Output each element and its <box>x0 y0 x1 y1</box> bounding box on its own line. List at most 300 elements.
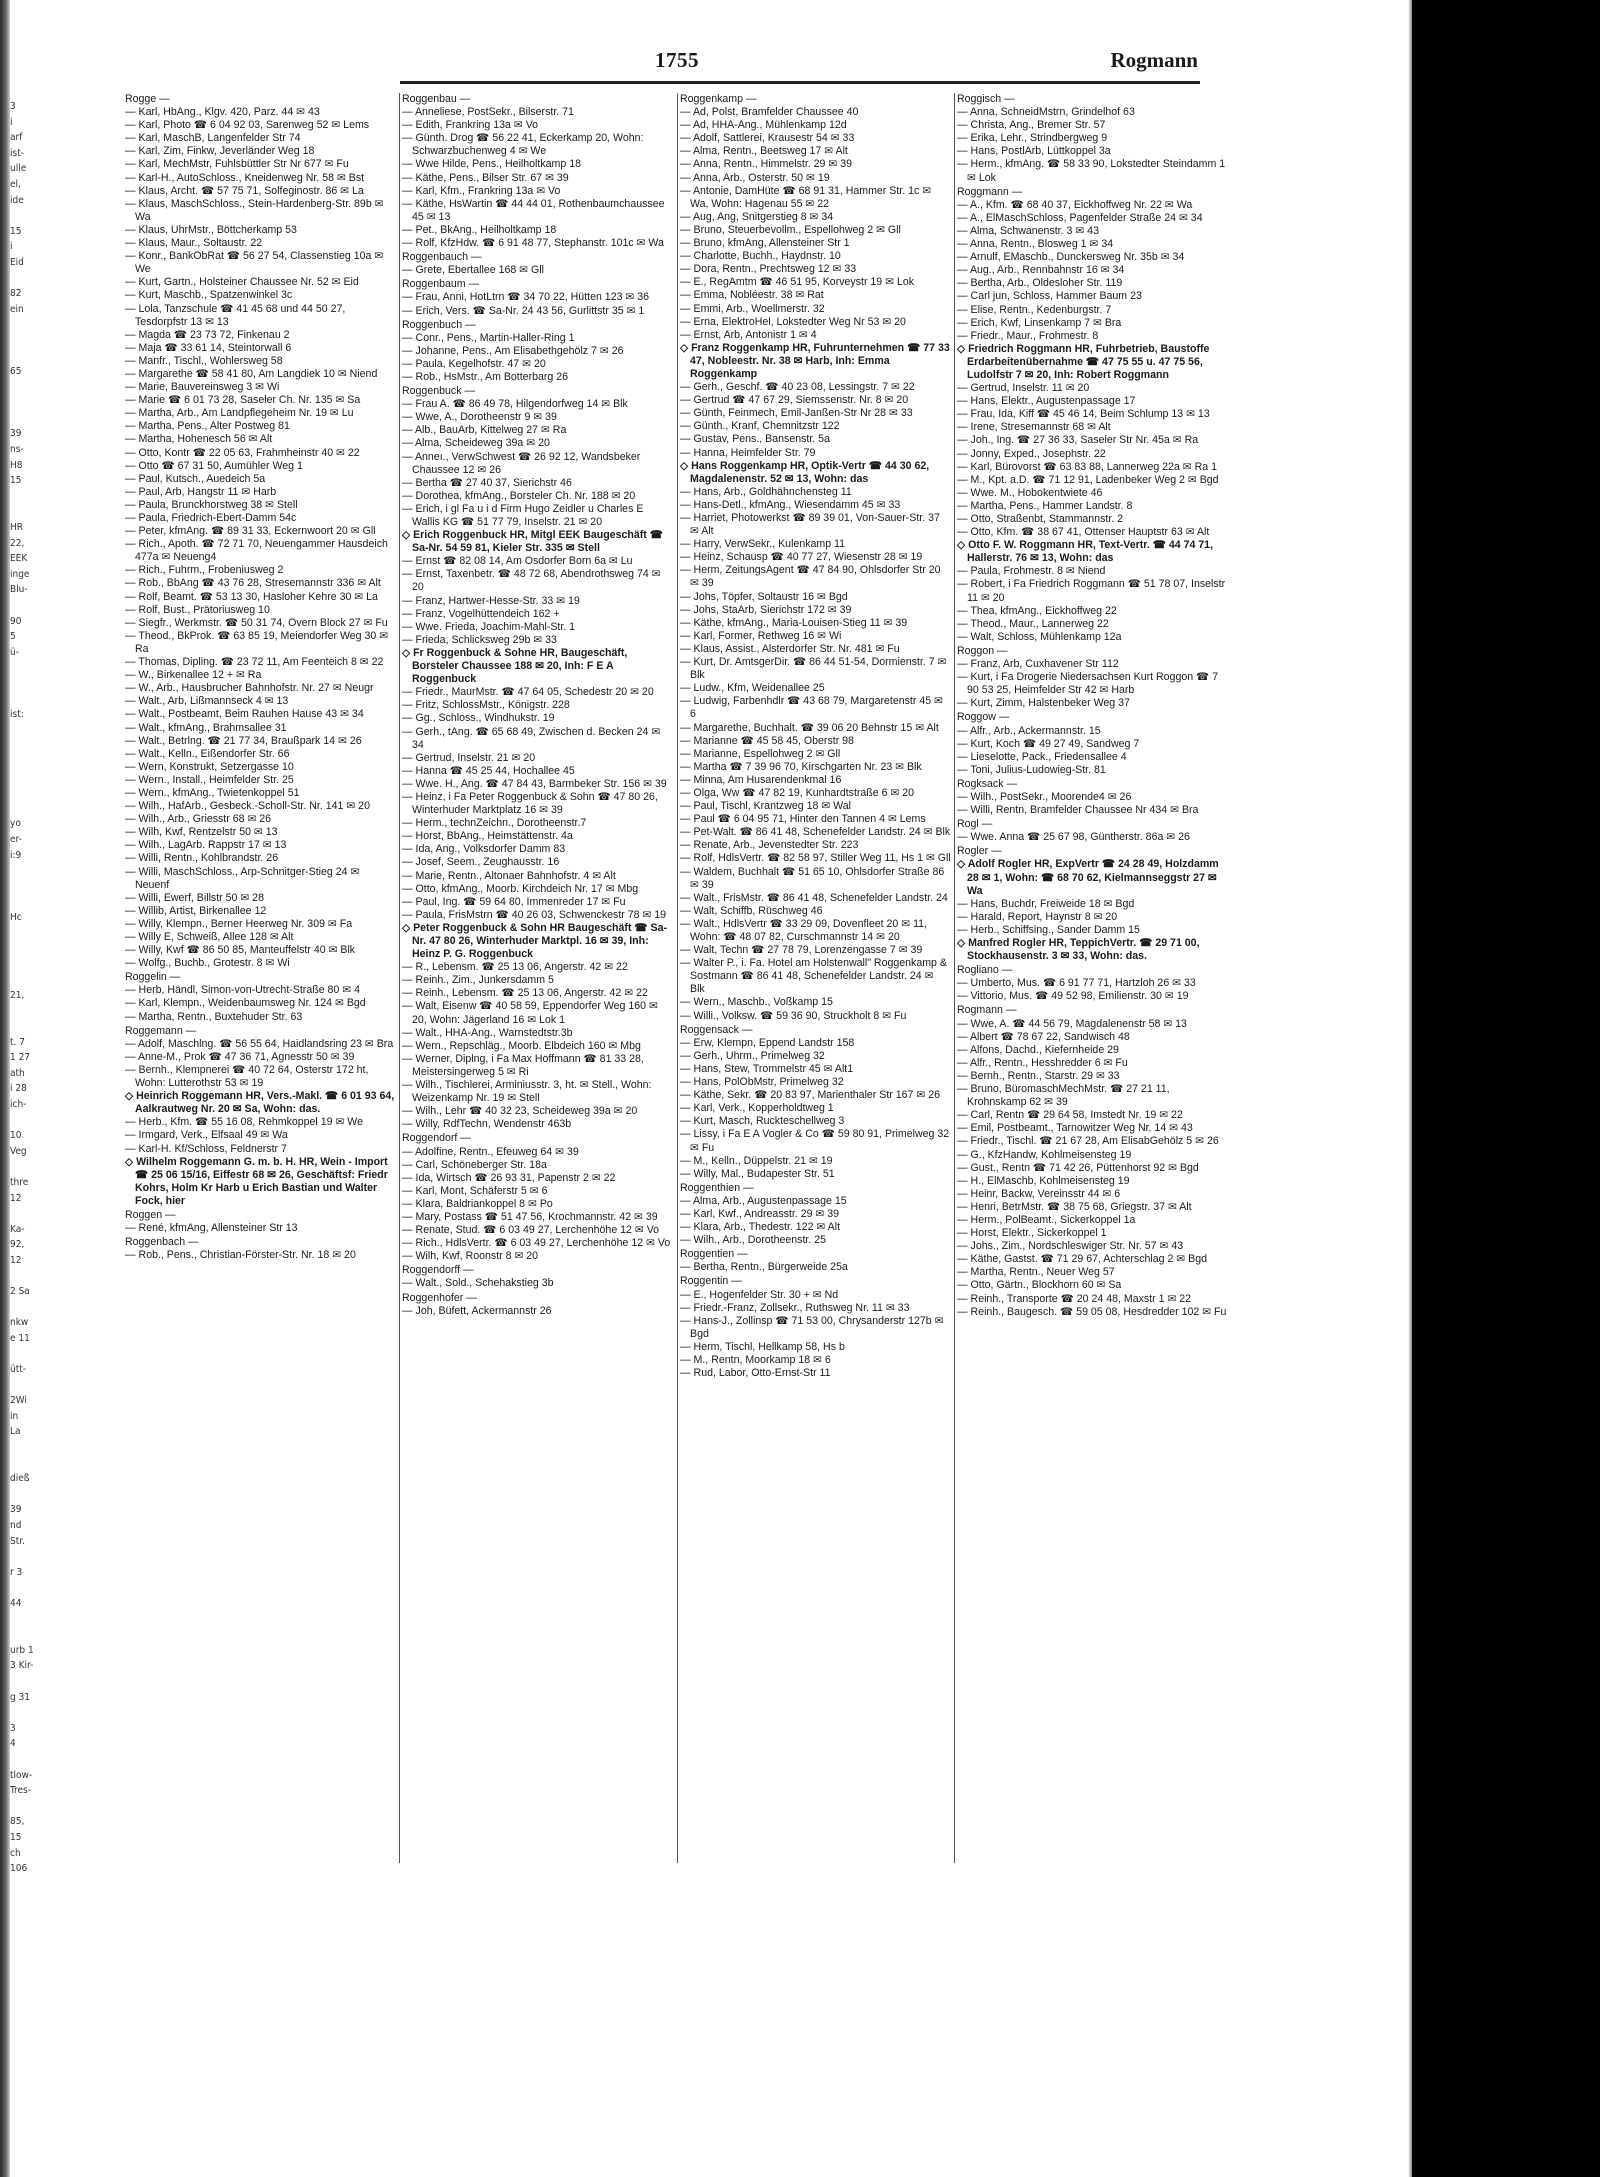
directory-entry: — Johs, Töpfer, Soltaustr 16 ✉ Bgd <box>680 590 848 603</box>
margin-fragment: 106 <box>10 1863 28 1875</box>
surname-block <box>680 1275 951 1380</box>
directory-entry: — R., Lebensm. ☎ 25 13 06, Angerstr. 42 ✉ 22 <box>402 961 628 974</box>
directory-entry: — Carl, Rentn ☎ 29 64 58, Imstedt Nr. 19 ✉ 22 <box>957 1109 1183 1122</box>
directory-entry: — Karl, Verk., Kopperholdtweg 1 <box>680 1102 834 1115</box>
directory-entry: — Walt., Kelln., Eißendorfer Str. 66 <box>125 747 290 760</box>
directory-entry: — Robert, i Fa Friedrich Roggmann ☎ 51 78 07, Inselstr 11 ✉ 20 <box>957 578 1226 604</box>
directory-entry: — Rob., BbAng ☎ 43 76 28, Stresemannstr 336 ✉ Alt <box>125 577 381 590</box>
directory-entry: — Maja ☎ 33 61 14, Steintorwall 6 <box>125 341 292 354</box>
directory-entry: — Wern., Repschläg., Moorb. Elbdeich 160 ✉ Mbg <box>402 1039 641 1052</box>
margin-fragment <box>10 1706 38 1722</box>
directory-entry: — Herm, Tischl, Hellkamp 58, Hs b <box>680 1340 845 1353</box>
scan-background <box>1412 0 1600 2177</box>
directory-entry: — E., Hogenfelder Str. 30 + ✉ Nd <box>680 1288 839 1301</box>
margin-fragment <box>10 942 38 958</box>
page-number: 1755 <box>655 48 699 72</box>
directory-entry: — Lissy, i Fa E A Vogler & Co ☎ 59 80 91, Primelweg 32 ✉ Fu <box>680 1128 950 1154</box>
directory-entry: — Herb, Händl, Simon-von-Utrecht-Straße 80 ✉ 4 <box>125 984 360 997</box>
margin-fragment <box>10 1379 38 1395</box>
directory-entry: — Karl, Kwf., Andreasstr. 29 ✉ 39 <box>680 1207 840 1220</box>
directory-entry: — Paul ☎ 6 04 95 71, Hinter den Tannen 4 ✉ Lems <box>680 813 926 826</box>
margin-fragment: ich- <box>10 1099 27 1110</box>
margin-fragment: 15 <box>10 1831 22 1843</box>
directory-entry: — Walt., kfmAng., Brahmsallee 31 <box>125 721 287 734</box>
surname-heading: Rogge — <box>125 93 170 105</box>
surname-block <box>680 1182 951 1247</box>
margin-fragment: ein <box>10 303 24 315</box>
directory-entry: — W., Arb., Hausbrucher Bahnhofstr. Nr. 27 ✉ Neugr <box>125 682 374 695</box>
directory-entry: — Gertrud, Inselstr. 21 ✉ 20 <box>402 751 536 764</box>
directory-entry: — Ernst, Arb, Antonistr 1 ✉ 4 <box>680 328 817 341</box>
directory-entry: — Walt., Betrlng. ☎ 21 77 34, Braußpark 14 ✉ 26 <box>125 734 362 747</box>
surname-block <box>957 845 1228 963</box>
directory-entry: — Harry, VerwSekr., Kulenkamp 11 <box>680 538 846 551</box>
directory-entry: — Pet-Walt. ☎ 86 41 48, Schenefelder Landstr. 24 ✉ Blk <box>680 826 951 839</box>
margin-fragment <box>10 1628 38 1644</box>
directory-entry: — Aug., Arb., Rennbahnstr 16 ✉ 34 <box>957 264 1125 277</box>
directory-entry: — Günth. Drog ☎ 56 22 41, Eckerkamp 20, Wohn: Schwarzbuchenweg 4 ✉ We <box>402 132 644 158</box>
surname-block <box>402 1132 673 1263</box>
directory-entry: — Thea, kfmAng., Eickhoffweg 22 <box>957 604 1117 617</box>
margin-fragment: ütt- <box>10 1364 27 1376</box>
directory-entry: — Willy, Mal., Budapester Str. 51 <box>680 1167 835 1180</box>
margin-fragment: ch <box>10 1847 21 1859</box>
surname-heading: Roggenbach — <box>125 1236 199 1249</box>
directory-entry: — Käthe, Gastst. ☎ 71 29 67, Achterschlag 2 ✉ Bgd <box>957 1253 1207 1266</box>
surname-heading: Roggow — <box>957 711 1010 724</box>
directory-entry: — Wwe. M., Hobokentwiete 46 <box>957 486 1103 499</box>
directory-entry: — Franz, Vogelhüttendeich 162 + <box>402 607 560 620</box>
directory-entry: — Otto, Kfm. ☎ 38 67 41, Ottenser Hauptstr 63 ✉ Alt <box>957 526 1210 539</box>
directory-entry: — Horst, Elektr., Sickerkoppel 1 <box>957 1227 1107 1240</box>
directory-entry: — Paula, Brunckhorstweg 38 ✉ Stell <box>125 498 298 511</box>
directory-entry: — Franz, Hartwer-Hesse-Str. 33 ✉ 19 <box>402 594 580 607</box>
margin-fragment: ü- <box>10 646 19 658</box>
surname-heading: Roggenbuck — <box>402 385 476 398</box>
directory-entry: — Martha, Hohenesch 56 ✉ Alt <box>125 433 273 446</box>
surname-heading: Roggelin — <box>125 971 181 984</box>
surname-block <box>402 251 673 277</box>
directory-entry: — Arnulf, EMaschb., Dunckersweg Nr. 35b ✉ 34 <box>957 251 1185 264</box>
margin-fragment: 15 <box>10 475 22 487</box>
directory-entry: — Bertha, Arb., Oldesloher Str. 119 <box>957 277 1123 290</box>
directory-entry: — René, kfmAng, Allensteiner Str 13 <box>125 1222 298 1235</box>
surname-block <box>402 385 673 1131</box>
directory-entry: ◇ Otto F. W. Roggmann HR, Text-Vertr. ☎ 44 74 71, Hallerstr. 76 ✉ 13, Wohn: das <box>957 539 1214 565</box>
directory-entry: — Ernst ☎ 82 08 14, Am Osdorfer Born 6a ✉ Lu <box>402 555 633 568</box>
directory-entry: — Gerh., Uhrm., Primelweg 32 <box>680 1049 825 1062</box>
directory-entry: — M., Kelln., Düppelstr. 21 ✉ 19 <box>680 1154 833 1167</box>
margin-fragment <box>10 334 38 350</box>
margin-fragment <box>10 505 38 521</box>
margin-fragment: yo <box>10 818 21 830</box>
directory-entry: — Johanne, Pens., Am Elisabethgehölz 7 ✉ 26 <box>402 344 624 357</box>
margin-fragment <box>10 1160 38 1176</box>
directory-entry: — Rob., Pens., Christian-Förster-Str. Nr. 18 ✉ 20 <box>125 1249 356 1262</box>
directory-entry: — Paula, FrisMstrn ☎ 40 26 03, Schwenckestr 78 ✉ 19 <box>402 908 667 921</box>
directory-entry: — Ernst, Taxenbetr. ☎ 48 72 68, Abendrothsweg 74 ✉ 20 <box>402 568 661 594</box>
directory-entry: — Margarethe, Buchhalt. ☎ 39 06 20 Behnstr 15 ✉ Alt <box>680 721 939 734</box>
directory-entry: — Erna, ElektroHel, Lokstedter Weg Nr 53 ✉ 20 <box>680 315 906 328</box>
margin-fragment: ist: <box>10 709 24 721</box>
surname-heading: Roggon — <box>957 644 1008 657</box>
directory-entry: — Reinh., Baugesch. ☎ 59 05 08, Hesdredder 102 ✉ Fu <box>957 1305 1227 1318</box>
margin-fragment <box>10 958 38 974</box>
directory-entry: — Josef, Seem., Zeughausstr. 16 <box>402 856 560 869</box>
directory-entry: — Alfons, Dachd., Kiefernheide 29 <box>957 1043 1119 1056</box>
directory-entry: — G., KfzHandw, Kohlmeisensteg 19 <box>957 1148 1132 1161</box>
directory-entry: — Wwe, A. ☎ 44 56 79, Magdalenenstr 58 ✉ 13 <box>957 1017 1187 1030</box>
margin-fragment <box>10 661 38 677</box>
margin-fragment: EEK <box>10 553 28 565</box>
directory-entry: — Elise, Rentn., Kedenburgstr. 7 <box>957 303 1112 316</box>
directory-entry: — Wilh., Tischlerei, Arminiusstr. 3, ht. ✉ Stell., Wohn: Weizenkamp Nr. 19 ✉ Stell <box>402 1079 652 1105</box>
directory-entry: — Wern., Install., Heimfelder Str. 25 <box>125 773 294 786</box>
margin-fragment <box>10 1800 38 1816</box>
column-1 <box>125 93 396 1863</box>
directory-entry: — Emmi, Arb., Woellmerstr. 32 <box>680 302 825 315</box>
directory-entry: — Albert ☎ 78 67 22, Sandwisch 48 <box>957 1030 1130 1043</box>
margin-fragment: el, <box>10 178 21 190</box>
directory-entry: — Kurt, i Fa Drogerie Niedersachsen Kurt Roggon ☎ 7 90 53 25, Heimfelder Str 42 ✉ Harb <box>957 671 1219 697</box>
surname-heading: Rogler — <box>957 845 1002 858</box>
directory-entry: — Wilh., HafArb., Gesbeck.-Scholl-Str. Nr. 141 ✉ 20 <box>125 800 370 813</box>
directory-entry: ◇ Erich Roggenbuck HR, Mitgl EEK Baugeschäft ☎ Sa-Nr. 54 59 81, Kieler Str. 335 ✉ Stell <box>402 529 663 555</box>
directory-entry: — Marianne, Espellohweg 2 ✉ Gll <box>680 747 841 760</box>
surname-block <box>680 1024 951 1181</box>
column-2 <box>402 93 673 1863</box>
directory-entry: — Ad, Polst, Bramfelder Chaussee 40 <box>680 106 859 119</box>
directory-entry: — Anne-M., Prok ☎ 47 36 71, Agnesstr 50 ✉ 39 <box>125 1050 355 1063</box>
margin-fragment <box>10 1207 38 1223</box>
surname-heading: Roggenbauch — <box>402 251 482 264</box>
directory-entry: — Erika, Lehr., Strindbergweg 9 <box>957 132 1108 145</box>
directory-entry: — Willib, Artist, Birkenallee 12 <box>125 904 267 917</box>
margin-fragment: 39 <box>10 1504 22 1516</box>
directory-entry: — Wern, Konstrukt, Setzergasse 10 <box>125 760 294 773</box>
margin-fragment <box>10 1550 38 1566</box>
directory-entry: — Karl, Bürovorst ☎ 63 83 88, Lannerweg 22a ✉ Ra 1 <box>957 460 1217 473</box>
directory-entry: — Harald, Report, Haynstr 8 ✉ 20 <box>957 910 1118 923</box>
margin-fragment: 2 Sa <box>10 1286 30 1298</box>
margin-fragment <box>10 1004 38 1020</box>
directory-entry: — Klaus, Assist., Alsterdorfer Str. Nr. 481 ✉ Fu <box>680 642 900 655</box>
margin-fragment: 82 <box>10 288 22 300</box>
surname-heading: Roggenthien — <box>680 1181 754 1194</box>
directory-entry: — Joh., Ing. ☎ 27 36 33, Saseler Str Nr. 45a ✉ Ra <box>957 434 1199 447</box>
directory-entry: — E., RegAmtm ☎ 46 51 95, Korveystr 19 ✉ Lok <box>680 276 915 289</box>
surname-heading: Roggendorff — <box>402 1264 474 1277</box>
margin-fragment <box>10 693 38 709</box>
surname-heading: Rogksack — <box>957 777 1018 790</box>
directory-entry: — Martha, Pens., Alter Postweg 81 <box>125 420 290 433</box>
directory-entry: — Ida, Ang., Volksdorfer Damm 83 <box>402 843 566 856</box>
directory-entry: — Bruno, BüromaschMechMstr. ☎ 27 21 11, Krohnskamp 62 ✉ 39 <box>957 1083 1170 1109</box>
directory-entry: — Martha, Arb., Am Landpflegeheim Nr. 19 ✉ Lu <box>125 407 354 420</box>
margin-fragment <box>10 272 38 288</box>
margin-fragment: ist- <box>10 147 24 159</box>
margin-fragment <box>10 1753 38 1769</box>
directory-entry: — Kurt, Dr. AmtsgerDir. ☎ 86 44 51-54, Dormienstr. 7 ✉ Blk <box>680 656 947 682</box>
directory-entry: — Bertha, Rentn., Bürgerweide 25a <box>680 1261 848 1274</box>
directory-entry: — Reinh., Zim., Junkersdamm 5 <box>402 974 554 987</box>
directory-entry: — Herm., technZeichn., Dorotheenstr.7 <box>402 817 587 830</box>
directory-entry: ◇ Friedrich Roggmann HR, Fuhrbetrieb, Baustoffe Erdarbeitenübernahme ☎ 47 75 55 u. 47 75 56, Ludolfstr 7 ✉ 20, Inh: Robert Roggmann <box>957 342 1210 381</box>
surname-heading: Roggentien — <box>680 1248 748 1261</box>
margin-fragment <box>10 926 38 942</box>
directory-entry: — Friedr., Maur., Frohmestr. 8 <box>957 329 1099 342</box>
directory-entry: — Otto ☎ 67 31 50, Aumühler Weg 1 <box>125 459 303 472</box>
directory-entry: — W., Birkenallee 12 + ✉ Ra <box>125 669 262 682</box>
directory-entry: — Karl, Photo ☎ 6 04 92 03, Sarenweg 52 ✉ Lems <box>125 119 370 132</box>
directory-entry: — Hans-Detl., kfmAng., Wiesendamm 45 ✉ 33 <box>680 498 901 511</box>
margin-fragment: tlow- <box>10 1769 33 1781</box>
directory-entry: — Frau, Anni, HotLtrn ☎ 34 70 22, Hütten 123 ✉ 36 <box>402 291 650 304</box>
directory-entry: — Fritz, SchlossMstr., Königstr. 228 <box>402 699 570 712</box>
margin-fragment: 90 <box>10 615 22 627</box>
directory-entry: — Karl, MechMstr, Fuhlsbüttler Str Nr 677 ✉ Fu <box>125 158 349 171</box>
directory-entry: — Karl, HbAng., Klgv. 420, Parz. 44 ✉ 43 <box>125 106 320 119</box>
directory-entry: ◇ Heinrich Roggemann HR, Vers.-Makl. ☎ 6 01 93 64, Aalkrautweg Nr. 20 ✉ Sa, Wohn: das. <box>125 1090 395 1116</box>
directory-entry: — Bruno, kfmAng, Allensteiner Str 1 <box>680 237 850 250</box>
surname-block <box>402 319 673 384</box>
directory-entry: — Willi, Ewerf, Billstr 50 ✉ 28 <box>125 891 264 904</box>
margin-fragment: nd <box>10 1520 22 1532</box>
column-divider <box>954 93 955 1863</box>
surname-block <box>957 818 1228 844</box>
directory-entry: — Emil, Postbeamt., Tarnowitzer Weg Nr. 14 ✉ 43 <box>957 1122 1193 1135</box>
directory-entry: — Emma, Nobléestr. 38 ✉ Rat <box>680 289 824 302</box>
surname-block <box>125 1236 396 1262</box>
margin-fragment: Blu- <box>10 584 28 596</box>
column-divider <box>399 93 400 1863</box>
margin-fragment: arf <box>10 132 23 144</box>
margin-fragment: Veg <box>10 1145 27 1157</box>
directory-entry: — Willi, Rentn, Bramfelder Chaussee Nr 434 ✉ Bra <box>957 804 1199 817</box>
directory-entry: — Kurt, Koch ☎ 49 27 49, Sandweg 7 <box>957 737 1140 750</box>
previous-page-margin-fragments <box>10 100 38 1875</box>
directory-entry: — Gertrud ☎ 47 67 29, Siemssenstr. Nr. 8 ✉ 20 <box>680 394 909 407</box>
directory-entry: — Walt., HdlsVertr ☎ 33 29 09, Dovenfleet 20 ✉ 11, Wohn: ☎ 48 07 82, Curschmannstr 14 ✉ 20 <box>680 917 928 943</box>
directory-entry: — Karl, Former, Rethweg 16 ✉ Wi <box>680 629 842 642</box>
directory-entry: — Wilh., Lehr ☎ 40 32 23, Scheideweg 39a ✉ 20 <box>402 1105 638 1118</box>
directory-entry: — Wern., kfmAng., Twietenkoppel 51 <box>125 786 300 799</box>
directory-entry: — Manfr., Tischl., Wohlersweg 58 <box>125 354 283 367</box>
directory-entry: — Reinh., Lebensm. ☎ 25 13 06, Angerstr. 42 ✉ 22 <box>402 987 648 1000</box>
margin-fragment <box>10 802 38 818</box>
directory-entry: — Erw, Klempn, Eppend Landstr 158 <box>680 1036 855 1049</box>
directory-entry: — Johs., Zim., Nordschleswiger Str. Nr. 57 ✉ 43 <box>957 1240 1184 1253</box>
directory-entry: ◇ Franz Roggenkamp HR, Fuhrunternehmen ☎ 77 33 47, Nobleestr. Nr. 38 ✉ Harb, Inh: Emma Roggenkamp <box>680 341 950 380</box>
directory-entry: — Walt., Postbeamt, Beim Rauhen Hause 43 ✉ 34 <box>125 708 364 721</box>
surname-heading: Roggmann — <box>957 185 1023 198</box>
margin-fragment <box>10 1581 38 1597</box>
margin-fragment <box>10 1488 38 1504</box>
directory-entry: — Martha, Rentn., Neuer Weg 57 <box>957 1266 1115 1279</box>
margin-fragment <box>10 396 38 412</box>
directory-entry: — Otto, Straßenbt, Stammannstr. 2 <box>957 513 1124 525</box>
directory-entry: — M., Rentn, Moorkamp 18 ✉ 6 <box>680 1354 831 1366</box>
margin-fragment: ns- <box>10 444 24 456</box>
directory-entry: — Friedr., Tischl. ☎ 21 67 28, Am ElisabGehölz 5 ✉ 26 <box>957 1135 1219 1148</box>
directory-entry: ◇ Wilhelm Roggemann G. m. b. H. HR, Wein - Import ☎ 25 06 15/16, Eiffestr 68 ✉ 26, Geschäftsf: Friedr Kohrs, Holm Kr Harb u Erich Bastian und Walter Fock, hier <box>125 1155 388 1207</box>
surname-heading: Roggisch — <box>957 93 1015 105</box>
directory-entry: — Klaus, Archt. ☎ 57 75 71, Solfeginostr. 86 ✉ La <box>125 184 364 197</box>
directory-entry: — Walter P., i. Fa. Hotel am Holstenwall" Roggenkamp & Sostmann ☎ 86 41 48, Schenefelder Landstr. 24 ✉ Blk <box>680 957 947 996</box>
margin-fragment <box>10 318 38 334</box>
directory-entry: — Willy, Klempn., Berner Heerweg Nr. 309 ✉ Fa <box>125 917 353 930</box>
margin-fragment: 12 <box>10 1192 22 1204</box>
margin-fragment: 3 <box>10 1722 16 1734</box>
directory-entry: — Irene, Stresemannstr 68 ✉ Alt <box>957 421 1111 434</box>
surname-block <box>125 1025 396 1208</box>
margin-fragment: 39 <box>10 428 22 440</box>
directory-entry: — Kurt, Gartn., Holsteiner Chaussee Nr. 52 ✉ Eid <box>125 276 359 289</box>
directory-entry: — Heinz, Schausp ☎ 40 77 27, Wiesenstr 28 ✉ 19 <box>680 551 923 564</box>
directory-entry: — Anna, Rentn., Himmelstr. 29 ✉ 39 <box>680 158 852 171</box>
directory-entry: — Gustav, Pens., Bansenstr. 5a <box>680 433 830 446</box>
directory-entry: — Renate, Arb., Jevenstedter Str. 223 <box>680 839 859 852</box>
directory-entry: — Magda ☎ 23 73 72, Finkenau 2 <box>125 328 290 341</box>
margin-fragment: g 31 <box>10 1691 31 1703</box>
directory-entry: — Walt, Techn ☎ 27 78 79, Lorenzengasse 7 ✉ 39 <box>680 944 923 957</box>
margin-fragment: thre <box>10 1176 29 1188</box>
directory-entry: — Karl, MaschB, Langenfelder Str 74 <box>125 132 301 145</box>
directory-entry: — Reinh., Transporte ☎ 20 24 48, Maxstr 1 ✉ 22 <box>957 1292 1192 1305</box>
directory-entry: — Herb., Schiffsing., Sander Damm 15 <box>957 923 1140 936</box>
surname-block <box>957 186 1228 644</box>
directory-entry: — Rolf, Beamt. ☎ 53 13 30, Hasloher Kehre 30 ✉ La <box>125 590 378 603</box>
directory-entry: — Dorothea, kfmAng., Borsteler Ch. Nr. 188 ✉ 20 <box>402 489 636 502</box>
margin-fragment <box>10 739 38 755</box>
margin-fragment: 3 Kir- <box>10 1660 34 1672</box>
surname-heading: Roggentin — <box>680 1275 742 1288</box>
directory-entry: — Adolf, Maschlng. ☎ 56 55 64, Haidlandsring 23 ✉ Bra <box>125 1037 394 1050</box>
directory-entry: — Ad, HHA-Ang., Mühlenkamp 12d <box>680 119 847 132</box>
margin-fragment <box>10 1301 38 1317</box>
directory-entry: — Ida, Wirtsch ☎ 26 93 31, Papenstr 2 ✉ 22 <box>402 1171 616 1184</box>
directory-entry: ◇ Fr Roggenbuck & Sohne HR, Baugeschäft, Borsteler Chaussee 188 ✉ 20, Inh: F E A Roggenbuck <box>402 646 628 686</box>
directory-entry: — Wilh., PostSekr., Moorende4 ✉ 26 <box>957 790 1132 803</box>
margin-fragment: La <box>10 1426 21 1438</box>
directory-entry: — Marianne ☎ 45 58 45, Oberstr 98 <box>680 734 854 747</box>
directory-entry: — Otto, kfmAng., Moorb. Kirchdeich Nr. 17 ✉ Mbg <box>402 882 639 895</box>
margin-fragment: Tres- <box>10 1785 31 1797</box>
margin-fragment <box>10 864 38 880</box>
directory-entry: — Willi, Rentn., Kohlbrandstr. 26 <box>125 852 279 865</box>
directory-entry: — Frau, Ida, Kiff ☎ 45 46 14, Beim Schlump 13 ✉ 13 <box>957 408 1210 421</box>
margin-fragment: ath <box>10 1067 25 1079</box>
directory-entry: — Wwe Hilde, Pens., Heilholtkamp 18 <box>402 158 581 171</box>
directory-entry: — Theod., Maur., Lannerweg 22 <box>957 617 1109 630</box>
margin-fragment <box>10 786 38 802</box>
directory-entry: — Herb., Kfm. ☎ 55 16 08, Rehmkoppel 19 ✉ We <box>125 1116 363 1129</box>
column-divider <box>677 93 678 1863</box>
directory-entry: — Otto, Kontr ☎ 22 05 63, Frahmheinstr 40 ✉ 22 <box>125 446 360 459</box>
directory-entry: — Rich., Apoth. ☎ 72 71 70, Neuengammer Hausdeich 477a ✉ Neueng4 <box>125 538 388 564</box>
directory-entry: — Antonie, DamHüte ☎ 68 91 31, Hammer Str. 1c ✉ Wa, Wohn: Hagenau 55 ✉ 22 <box>680 184 932 210</box>
directory-entry: ◇ Peter Roggenbuck & Sohn HR Baugeschäft ☎ Sa-Nr. 47 80 26, Winterhuder Marktpl. 16 ✉ 39, Inh: Heinz P. G. Roggenbuck <box>402 921 668 961</box>
margin-fragment: 3 <box>10 101 16 112</box>
directory-entry: — Hanna, Heimfelder Str. 79 <box>680 446 816 459</box>
directory-entry: — Margarethe ☎ 58 41 80, Am Langdiek 10 ✉ Niend <box>125 367 378 380</box>
margin-fragment: 1 27 <box>10 1052 31 1064</box>
directory-entry: — Walt., FrisMstr. ☎ 86 41 48, Schenefelder Landstr. 24 <box>680 891 948 904</box>
directory-entry: — Marie, Bauvereinsweg 3 ✉ Wi <box>125 381 280 394</box>
directory-entry: — Käthe, kfmAng., Maria-Louisen-Stieg 11 ✉ 39 <box>680 616 908 629</box>
surname-heading: Roggemann — <box>125 1024 197 1037</box>
directory-entry: — Jonny, Exped., Josephstr. 22 <box>957 447 1106 460</box>
surname-heading: Rogl — <box>957 818 993 831</box>
margin-fragment <box>10 209 38 225</box>
margin-fragment: H8 <box>10 459 23 471</box>
margin-fragment: Hc <box>10 911 22 923</box>
directory-entry: — Rich., HdlsVertr. ☎ 6 03 49 27, Lerchenhöhe 12 ✉ Vo <box>402 1237 671 1250</box>
margin-fragment: 2Wi <box>10 1395 27 1407</box>
directory-entry: — Walt, Schloss, Mühlenkamp 12a <box>957 630 1122 643</box>
margin-fragment: ulle <box>10 163 27 175</box>
directory-entry: — Wwe. Frieda, Joachim-Mahl-Str. 1 <box>402 620 576 633</box>
directory-entry: — Willy, Kwf ☎ 86 50 85, Manteuffelstr 40 ✉ Blk <box>125 944 356 957</box>
directory-entry: — Aug, Ang, Snitgerstieg 8 ✉ 34 <box>680 210 834 223</box>
directory-entry: — Paul, Tischl, Krantzweg 18 ✉ Wal <box>680 800 851 813</box>
directory-entry: — Conr., Pens., Martin-Haller-Ring 1 <box>402 331 575 344</box>
directory-entry: — Gertrud, Inselstr. 11 ✉ 20 <box>957 382 1090 395</box>
margin-fragment: i <box>10 241 13 253</box>
directory-entry: — Marie ☎ 6 01 73 28, Saseler Ch. Nr. 135 ✉ Sa <box>125 394 361 407</box>
directory-entry: — Paula, Friedrich-Ebert-Damm 54c <box>125 512 297 524</box>
directory-entry: — Heinr, Backw, Vereinsstr 44 ✉ 6 <box>957 1187 1121 1200</box>
directory-entry: — A., ElMaschSchloss, Pagenfelder Straße 24 ✉ 34 <box>957 211 1203 224</box>
directory-entry: — Willi, MaschSchloss., Arp-Schnitger-Stieg 24 ✉ Neuenf <box>125 865 360 891</box>
directory-entry: — Alfr., Arb., Ackermannstr. 15 <box>957 724 1101 737</box>
directory-entry: — Karl-H. Kf/Schloss, Feldnerstr 7 <box>125 1142 287 1155</box>
margin-fragment: 10 <box>10 1130 22 1142</box>
directory-entry: — Herm., PolBeamt., Sickerkoppel 1a <box>957 1213 1136 1226</box>
directory-entry: — Alb., BauArb, Kittelweg 27 ✉ Ra <box>402 424 567 437</box>
directory-entry: — Erich, i gl Fa u i d Firm Hugo Zeidler u Charles E Wallis KG ☎ 51 77 79, Inselstr. 21 ✉ 20 <box>402 502 644 528</box>
margin-fragment: Ka- <box>10 1223 25 1235</box>
margin-fragment: inge <box>10 568 30 580</box>
directory-entry: — Karl, Kfm., Frankring 13a ✉ Vo <box>402 184 561 197</box>
surname-block <box>957 1004 1228 1318</box>
directory-entry: — Frieda, Schlicksweg 29b ✉ 33 <box>402 633 557 646</box>
surname-block <box>957 964 1228 1003</box>
directory-entry: — Walt., Sold., Schehakstieg 3b <box>402 1277 554 1290</box>
directory-entry: — Wilh, Kwf, Rentzelstr 50 ✉ 13 <box>125 826 278 839</box>
margin-fragment <box>10 1457 38 1473</box>
directory-entry: — Henri, BetrMstr. ☎ 38 75 68, Griegstr. 37 ✉ Alt <box>957 1200 1192 1213</box>
directory-entry: ◇ Manfred Rogler HR, TeppichVertr. ☎ 29 71 00, Stockhausenstr. 3 ✉ 33, Wohn: das. <box>957 937 1200 963</box>
directory-entry: — Grete, Ebertallee 168 ✉ Gll <box>402 264 544 277</box>
header-rule <box>400 81 1200 84</box>
directory-entry: — Wolfg., Buchb., Grotestr. 8 ✉ Wi <box>125 957 290 970</box>
margin-fragment: in <box>10 1410 19 1422</box>
directory-entry: — Karl-H., AutoSchloss., Kneidenweg Nr. 58 ✉ Bst <box>125 171 365 184</box>
directory-entry: — Friedr., MaurMstr. ☎ 47 64 05, Schedestr 20 ✉ 20 <box>402 686 654 699</box>
margin-fragment <box>10 1020 38 1036</box>
running-head: Rogmann <box>1110 48 1198 72</box>
directory-entry: — Wilh, Kwf, Roonstr 8 ✉ 20 <box>402 1250 539 1263</box>
margin-fragment <box>10 1114 38 1130</box>
directory-entry: — Bertha ☎ 27 40 37, Sierichstr 46 <box>402 476 572 489</box>
surname-block <box>402 1264 673 1290</box>
directory-entry: — Rud, Labor, Otto-Ernst-Str 11 <box>680 1367 831 1380</box>
column-4 <box>957 93 1228 1863</box>
directory-entry: — Renate, Stud. ☎ 6 03 49 27, Lerchenhöhe 12 ✉ Vo <box>402 1224 660 1237</box>
directory-entry: — Hans, PolObMstr, Primelweg 32 <box>680 1076 844 1089</box>
margin-fragment <box>10 1270 38 1286</box>
